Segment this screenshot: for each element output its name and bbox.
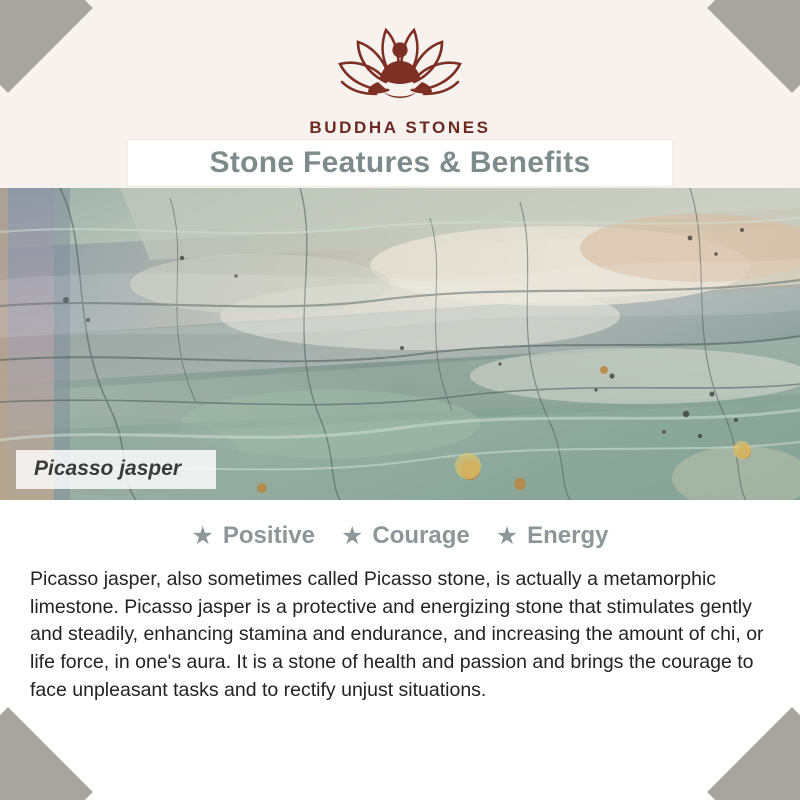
star-icon: ★ [340,521,364,550]
star-icon: ★ [495,521,519,550]
stone-description: Picasso jasper, also sometimes called Picasso stone, is actually a metamorphic limestone. Picasso jasper is a protective and energizing stone that stimulates gently and steadily, enhancing stamina and endurance, and increasing the amount of chi, or life force, in one's aura. It is a stone of health and passion and brings the courage to face unpleasant tasks and to rectify unjust situations. [30,568,764,701]
star-icon: ★ [191,521,214,550]
keyword-label: Positive [222,522,315,549]
poster-header [0,0,800,188]
page-title: Stone Features & Benefits [209,146,591,179]
lotus-meditation-figure-icon [326,20,474,112]
body-panel [0,500,800,800]
stone-name-label: Picasso jasper [34,457,182,480]
keyword-item [191,522,314,550]
keyword-list [26,522,774,550]
brand-logo [0,20,800,138]
keyword-label: Energy [527,522,609,549]
title-band [128,140,672,186]
brand-name: BUDDHA STONES [309,118,491,137]
stone-name-caption [16,450,216,489]
keyword-item [496,522,609,550]
keyword-item [341,522,470,550]
keyword-label: Courage [372,522,470,549]
